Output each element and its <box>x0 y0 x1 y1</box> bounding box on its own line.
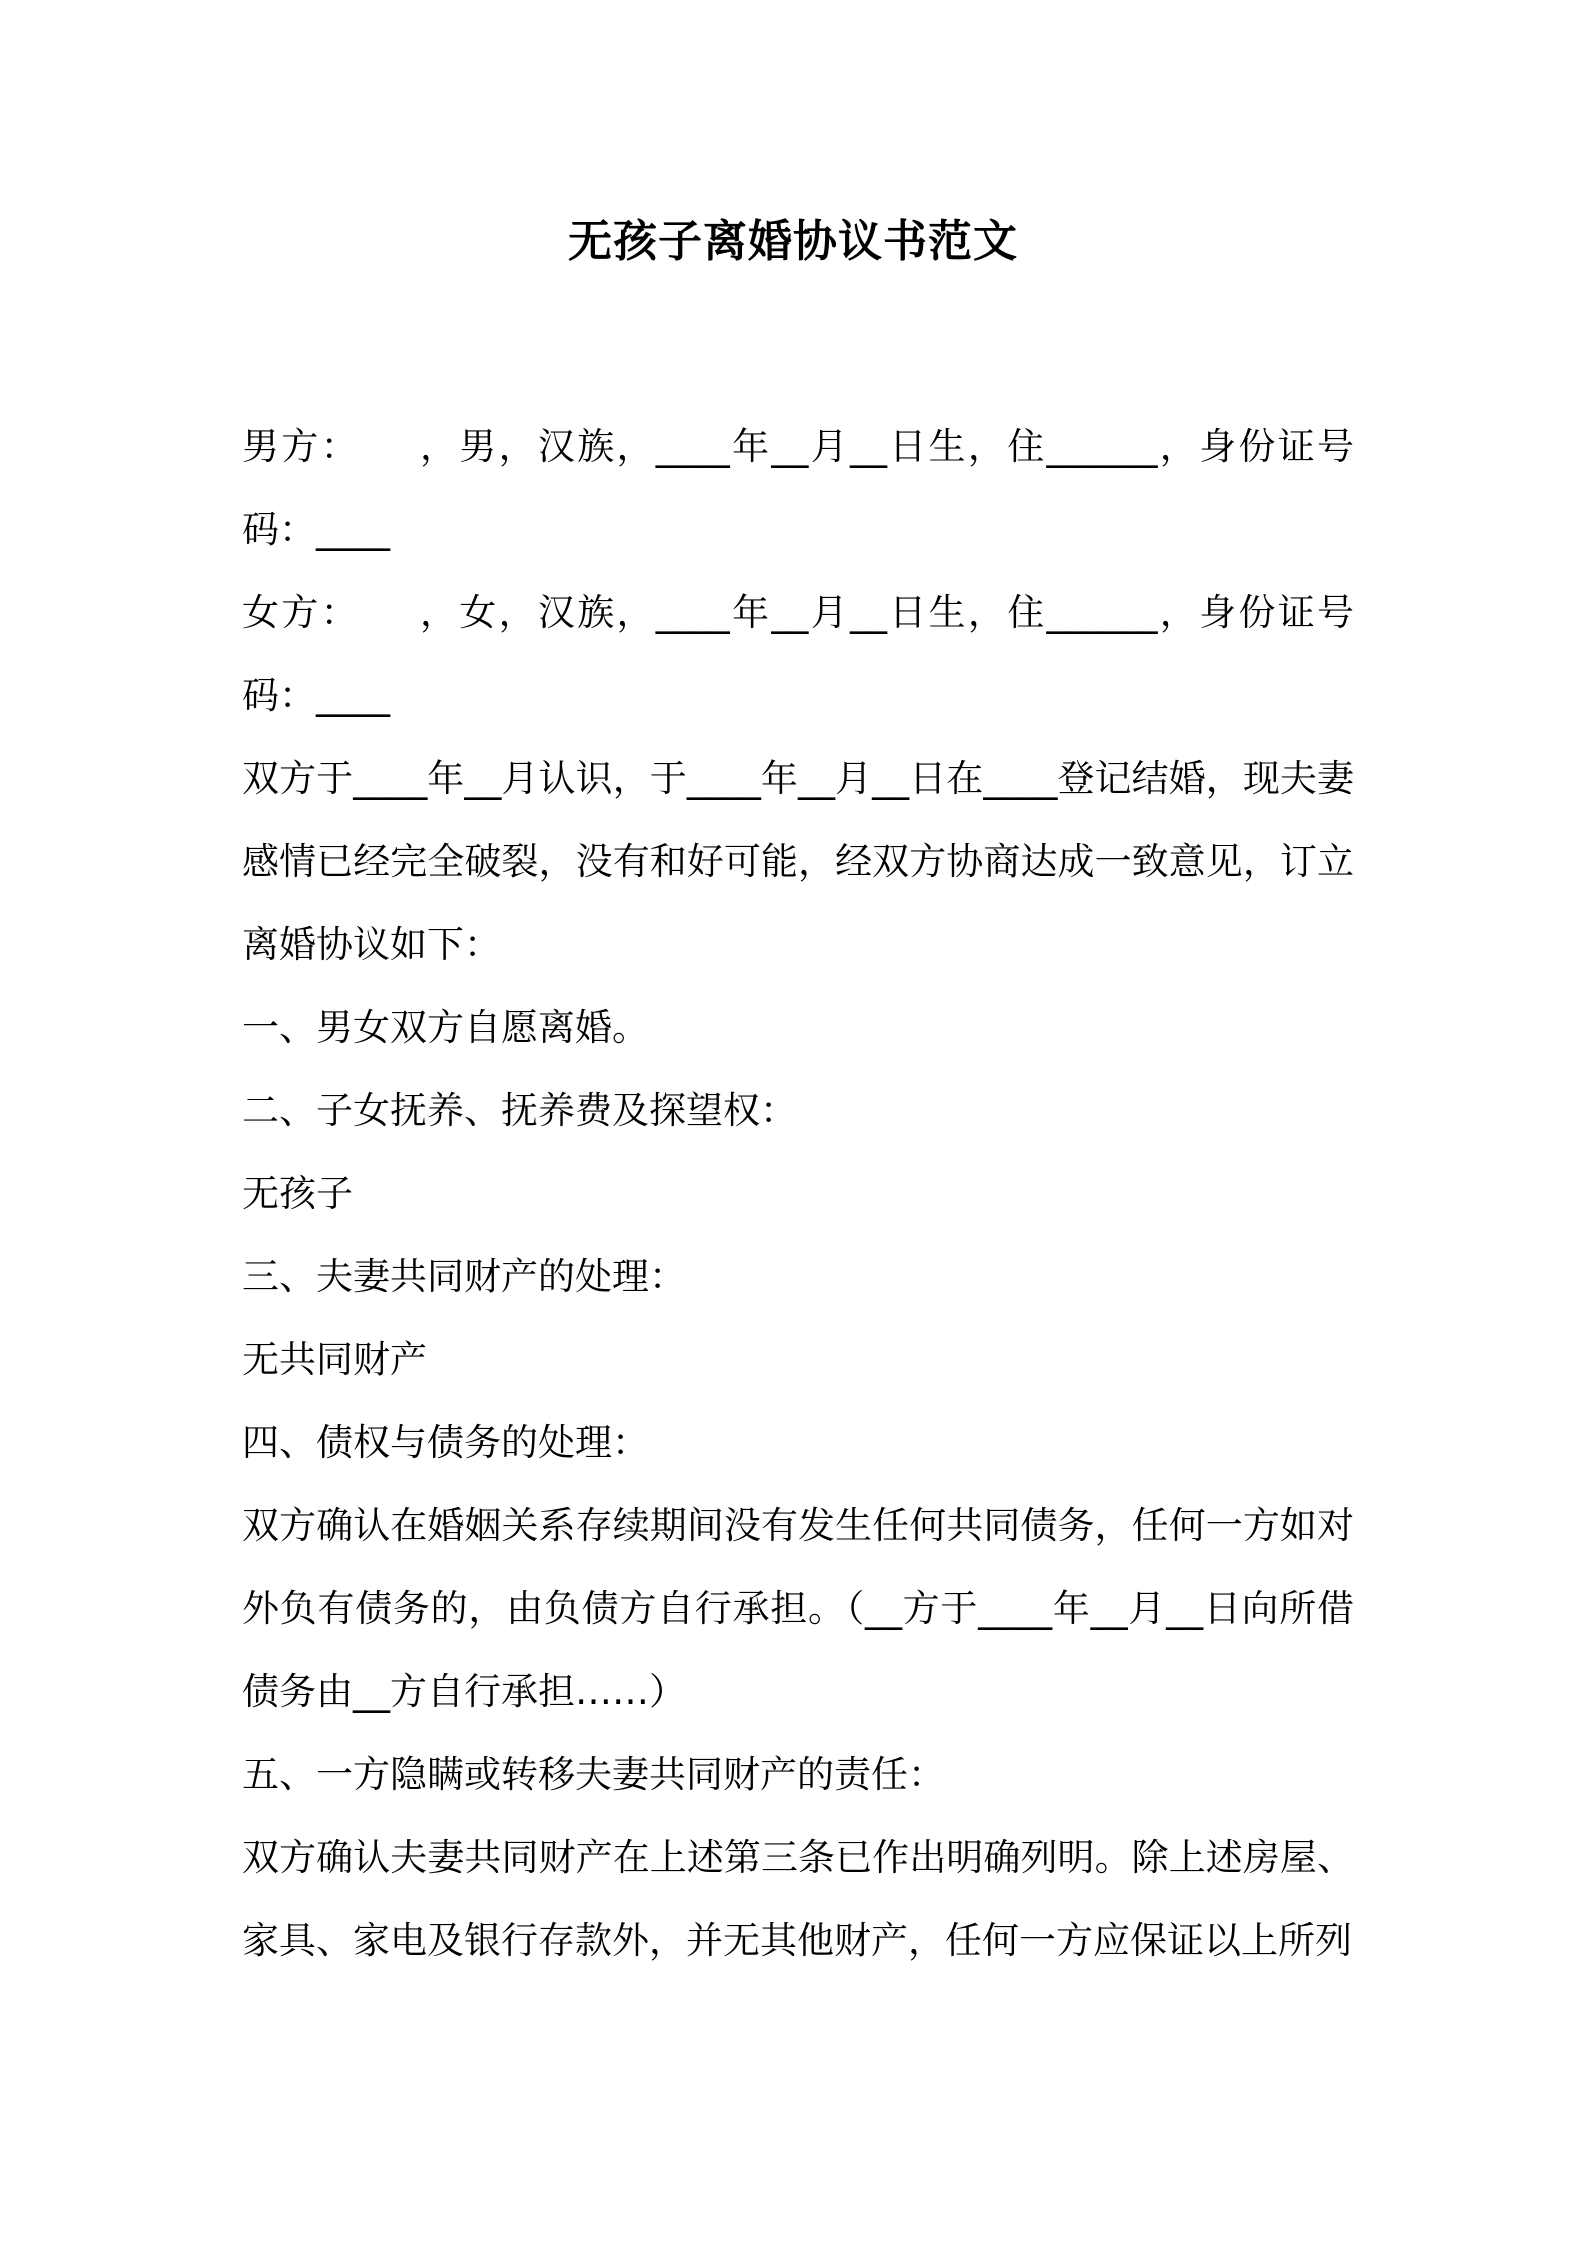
document-body <box>242 405 1354 1982</box>
clause-3-content: 无共同财产 <box>242 1338 427 1381</box>
clause-4-heading: 四、债权与债务的处理： <box>242 1421 649 1464</box>
clause-2-content: 无孩子 <box>242 1172 353 1215</box>
document-title: 无孩子离婚协议书范文 <box>568 216 1018 267</box>
clause-5-content: 双方确认夫妻共同财产在上述第三条已作出明确列明。除上述房屋、家具、家电及银行存款外，并无其他财产，任何一方应保证以上所列 <box>242 1836 1354 1962</box>
clause-4-content: 双方确认在婚姻关系存续期间没有发生任何共同债务，任何一方如对外负有债务的，由负债方自行承担。（__方于____年__月__日向所借债务由__方自行承担……） <box>242 1504 1354 1713</box>
clause-1-heading: 一、男女双方自愿离婚。 <box>242 1006 649 1049</box>
clause-2-heading: 二、子女抚养、抚养费及探望权： <box>242 1089 797 1132</box>
clause-5-heading: 五、一方隐瞒或转移夫妻共同财产的责任： <box>242 1753 945 1796</box>
clause-3-heading: 三、夫妻共同财产的处理： <box>242 1255 686 1298</box>
marriage-background: 双方于____年__月认识，于____年__月__日在____登记结婚，现夫妻感情已经完全破裂，没有和好可能，经双方协商达成一致意见，订立离婚协议如下： <box>242 757 1354 966</box>
female-party-info: 女方： ，女，汉族，____年__月__日生，住______，身份证号码：____ <box>242 591 1354 717</box>
male-party-info: 男方： ，男，汉族，____年__月__日生，住______，身份证号码：____ <box>242 425 1354 551</box>
